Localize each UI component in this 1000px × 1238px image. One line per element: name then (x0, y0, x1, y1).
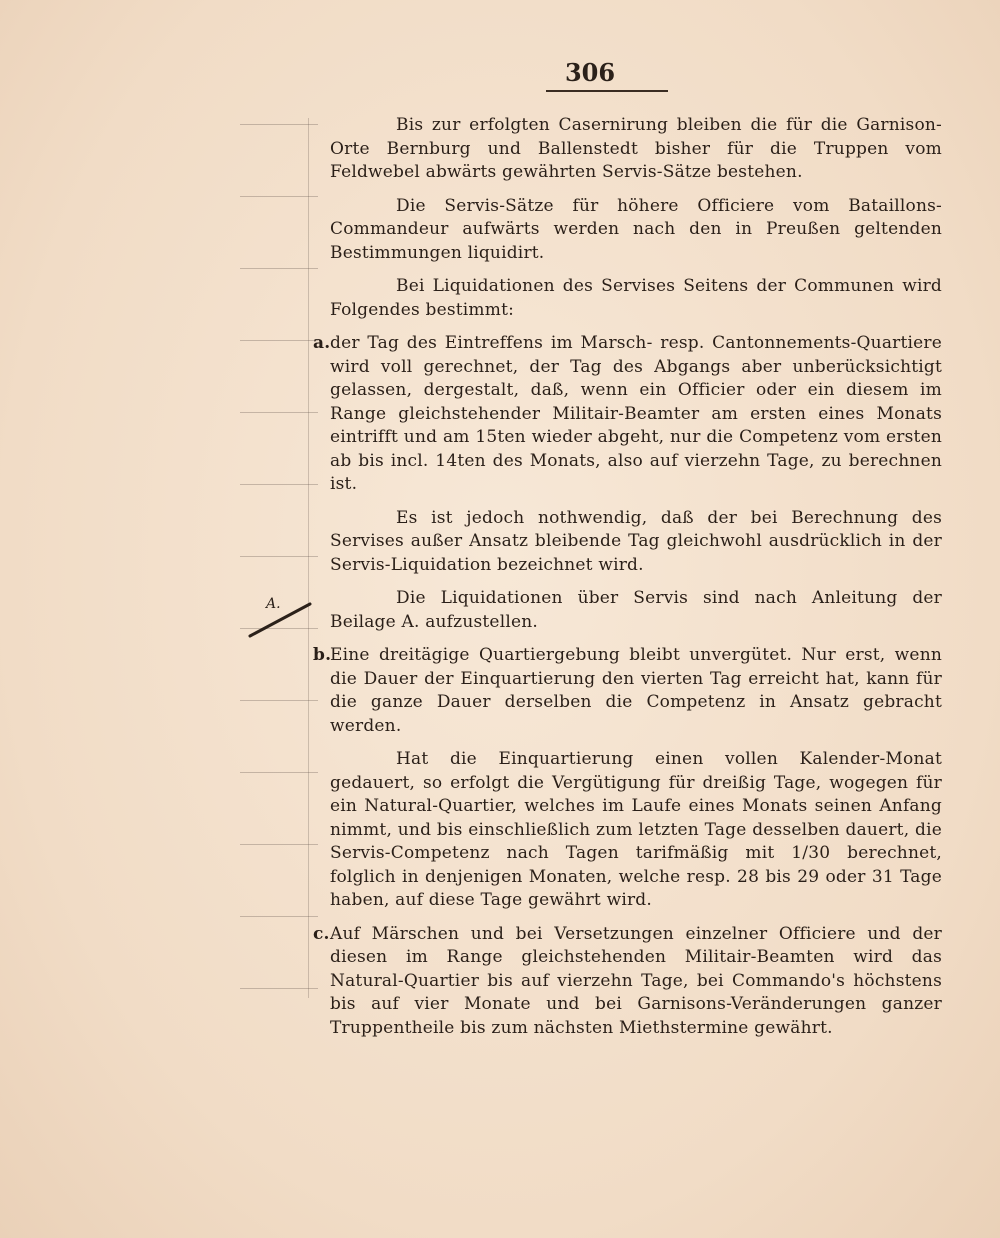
paragraph: Bei Liquidationen des Servises Seitens der Communen wird Folgendes bestimmt: (330, 276, 942, 320)
paragraph: Die Servis-Sätze für höhere Officiere vom Bataillons-Commandeur aufwärts werden nach den in Preußen geltenden Bestimmungen liquidirt. (330, 195, 942, 263)
bleed-through-line (240, 916, 318, 917)
list-item-a (313, 332, 942, 634)
bleed-through-line (240, 988, 318, 989)
list-item-subparagraph: Die Liquidationen über Servis sind nach Anleitung der Beilage A. aufzustellen. (330, 588, 942, 632)
list-item-label: a. (313, 333, 331, 353)
bleed-through-line (240, 484, 318, 485)
bleed-through-line (240, 772, 318, 773)
list-item-b (313, 644, 942, 913)
bleed-through-line (240, 844, 318, 845)
body-text (313, 114, 942, 1050)
list-item-label: c. (313, 923, 330, 944)
bleed-through-line (240, 340, 318, 341)
margin-note: A. (266, 596, 281, 612)
bleed-through-line (240, 268, 318, 269)
header-rule (546, 90, 668, 92)
margin-pen-mark (248, 598, 328, 638)
list-item-label: b. (313, 645, 332, 665)
list-item-subparagraph: Hat die Einquartierung einen vollen Kalender-Monat gedauert, so erfolgt die Vergütigung für dreißig Tage, wogegen für ein Natural-Quartier, welches im Laufe eines Monats seinen Anfang nimmt, und bis einschließlich zum letzten Tage desselben dauert, die Servis-Competenz nach Tagen tarifmäßig mit 1/30 berechnet, folglich in denjenigen Monaten, welche resp. 28 bis 29 oder 31 Tage haben, auf diese Tage gewährt wird. (330, 749, 942, 910)
paragraph: Bis zur erfolgten Casernirung bleiben die für die Garnison-Orte Bernburg und Ballenstedt bisher für die Truppen vom Feldwebel abwärts gewährten Servis-Sätze bestehen. (330, 115, 942, 182)
list-item-c (313, 923, 942, 1041)
bleed-through-line (240, 196, 318, 197)
bleed-through-line (308, 118, 309, 998)
bleed-through-line (240, 124, 318, 125)
list-item-text: Auf Märschen und bei Versetzungen einzelner Officiere und der diesen im Range gleichstehenden Militair-Beamten wird das Natural-Quartier bis auf vierzehn Tage, bei Commando's höchstens bis auf vier Monate und bei Garnisons-Veränderungen ganzer Truppentheile bis zum nächsten Miethstermine gewährt. (330, 923, 942, 1038)
bleed-through-line (240, 700, 318, 701)
bleed-through-line (240, 412, 318, 413)
list-item-text: der Tag des Eintreffens im Marsch- resp. Cantonnements-Quartiere wird voll gerechnet, der Tag des Abgangs aber unberücksichtigt gelassen, dergestalt, daß, wenn ein Officier oder ein diesem im Range gleichstehender Militair-Beamter am ersten eines Monats eintrifft und am 15ten wieder abgeht, nur die Competenz vom ersten ab bis incl. 14ten des Monats, also auf vierzehn Tage, zu berechnen ist. (330, 333, 942, 494)
list-item-subparagraph: Es ist jedoch nothwendig, daß der bei Berechnung des Servises außer Ansatz bleibende Tag gleichwohl ausdrücklich in der Servis-Liquidation bezeichnet wird. (330, 507, 942, 575)
list-item-text: Eine dreitägige Quartiergebung bleibt unvergütet. Nur erst, wenn die Dauer der Einquartierung den vierten Tag erreicht hat, kann für die ganze Dauer derselben die Competenz in Ansatz gebracht werden. (330, 645, 942, 736)
page-number: 306 (564, 58, 616, 87)
bleed-through-line (240, 556, 318, 557)
